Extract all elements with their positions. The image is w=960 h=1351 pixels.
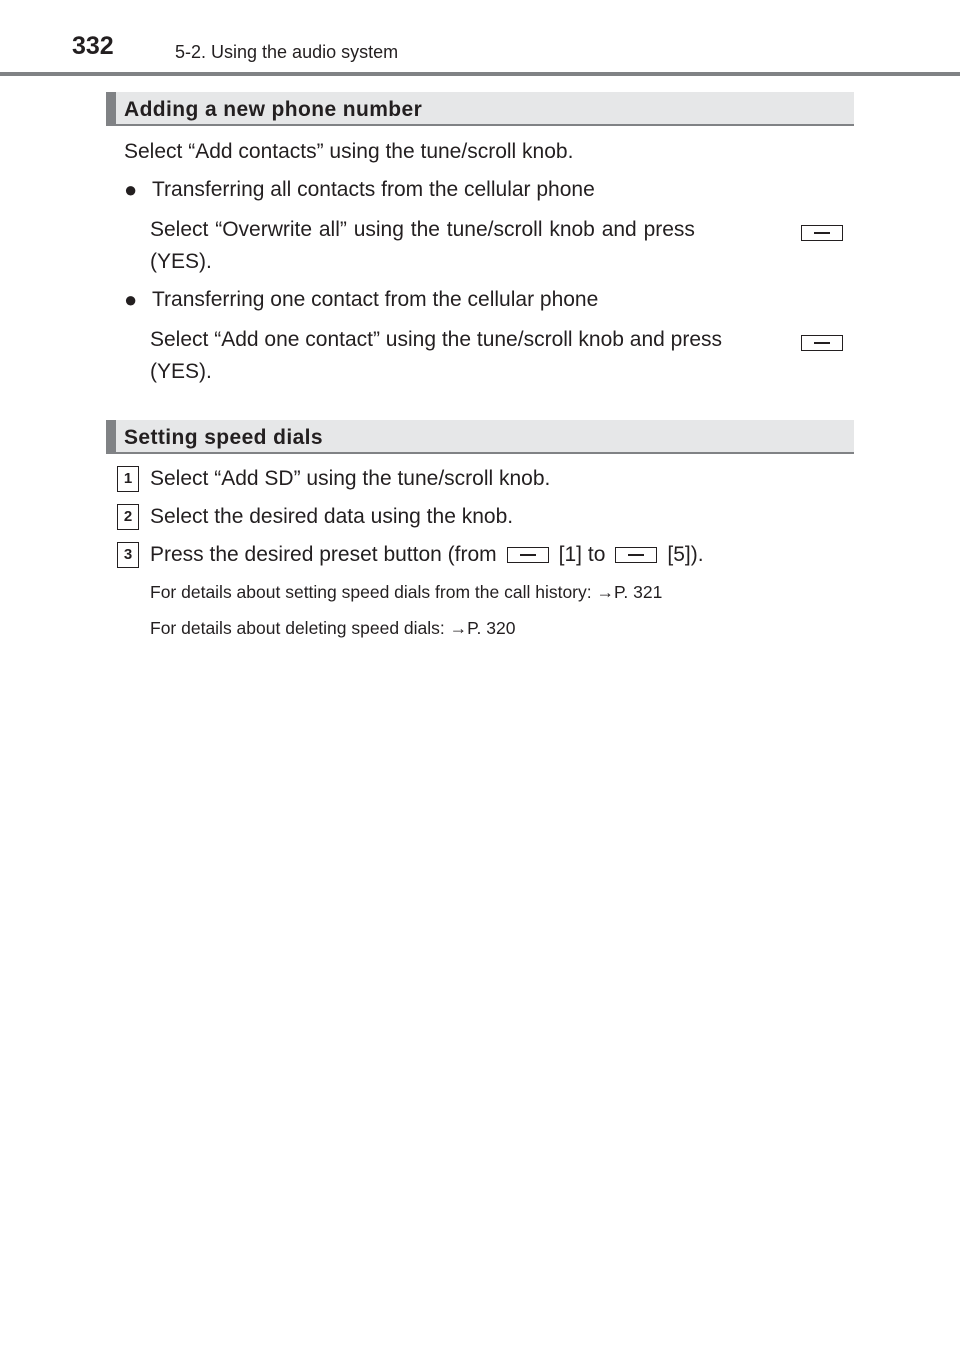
bullet-heading-one: Transferring one contact from the cellular phone	[152, 288, 599, 311]
step-number: 3	[117, 542, 139, 568]
bullet-one-line1: Select “Add one contact” using the tune/scroll knob and press	[150, 328, 723, 351]
step-text: Select “Add SD” using the tune/scroll knob.	[150, 467, 551, 490]
bullet-all-line2: (YES).	[150, 250, 212, 273]
bullet-one-line2: (YES).	[150, 360, 212, 383]
bullet-icon: ●	[124, 287, 138, 312]
preset-button-icon	[507, 547, 549, 563]
section-title: Setting speed dials	[124, 426, 323, 449]
step-number: 2	[117, 504, 139, 530]
step-number: 1	[117, 466, 139, 492]
header-rule	[0, 72, 960, 76]
step-text-part: Press the desired preset button (from	[150, 543, 497, 566]
bullet-all-line1: Select “Overwrite all” using the tune/scroll knob and press	[150, 218, 695, 241]
step-text-part: [1] to	[558, 543, 606, 566]
yes-button-icon	[801, 225, 843, 241]
step-text: Select the desired data using the knob.	[150, 505, 514, 528]
step-text-part: [5]).	[667, 543, 704, 566]
chapter-title: 5-2. Using the audio system	[175, 42, 399, 62]
step-text	[150, 543, 704, 567]
section-heading-add-phone	[106, 92, 854, 126]
page-number: 332	[72, 32, 114, 60]
yes-button-icon	[801, 335, 843, 351]
section-heading-speed-dials	[106, 420, 854, 454]
reference-note: For details about deleting speed dials: →P. 320	[150, 618, 516, 638]
bullet-heading-all: Transferring all contacts from the cellular phone	[152, 178, 595, 201]
intro-text: Select “Add contacts” using the tune/scroll knob.	[124, 140, 574, 163]
bullet-icon: ●	[124, 177, 138, 202]
reference-note: For details about setting speed dials from the call history: →P. 321	[150, 582, 663, 602]
section-title: Adding a new phone number	[124, 98, 423, 121]
preset-button-icon	[615, 547, 657, 563]
